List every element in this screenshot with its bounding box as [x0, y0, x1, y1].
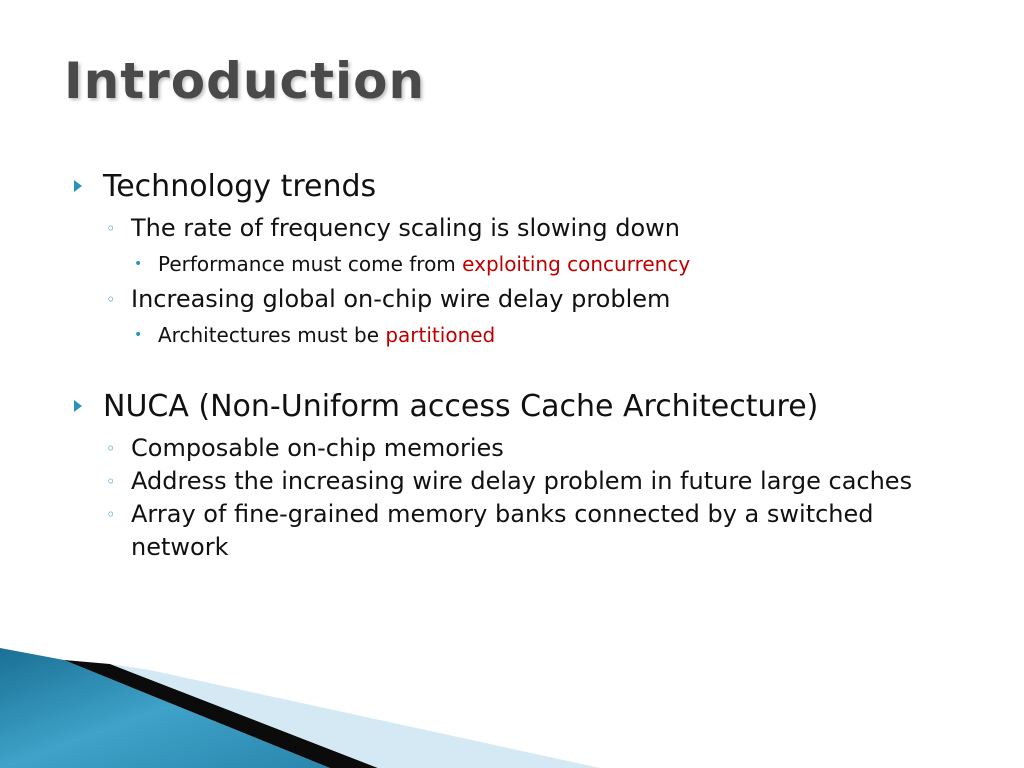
dot-bullet-icon: •	[134, 327, 143, 343]
bullet-text: Technology trends	[103, 169, 377, 204]
ring-bullet-icon: ◦	[106, 439, 116, 458]
bullet-text: Array of fine-grained memory banks connected by a switched network	[131, 500, 874, 561]
bullet-text: Performance must come from	[158, 252, 463, 276]
highlight-text: exploiting concurrency	[462, 252, 691, 276]
bullet-text: Address the increasing wire delay problem in future large caches	[131, 467, 913, 495]
ring-bullet-icon: ◦	[106, 290, 116, 309]
ring-bullet-icon: ◦	[106, 472, 116, 491]
bullet-text: Increasing global on-chip wire delay problem	[131, 285, 671, 313]
bullet-text: The rate of frequency scaling is slowing down	[131, 214, 681, 242]
ring-bullet-icon: ◦	[106, 219, 116, 238]
bullet-text: Composable on-chip memories	[131, 434, 504, 462]
bullet-text: Architectures must be	[158, 323, 386, 347]
slide-title: Introduction	[64, 52, 426, 110]
highlight-text: partitioned	[385, 323, 496, 347]
ring-bullet-icon: ◦	[106, 505, 116, 524]
bullet-text: NUCA (Non-Uniform access Cache Architecture)	[103, 389, 819, 424]
dot-bullet-icon: •	[134, 256, 143, 272]
